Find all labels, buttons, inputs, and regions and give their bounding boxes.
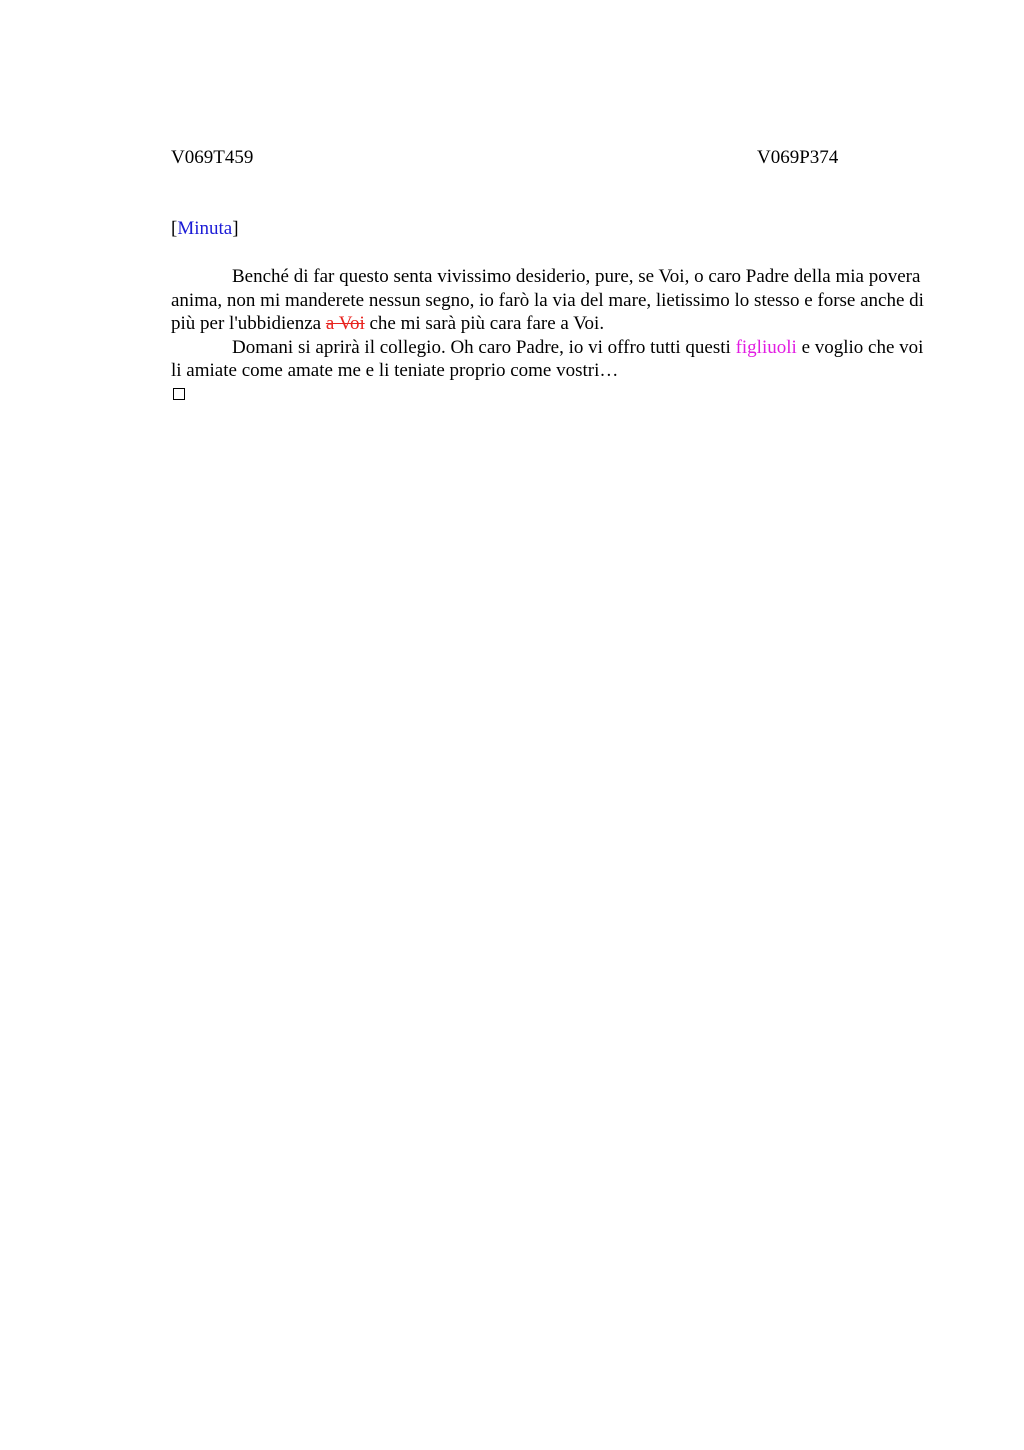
label-close-bracket: ] — [232, 218, 239, 239]
paragraph-2-text-b: e voglio che voi li amiate come amate me e li teniate proprio come vostri… — [171, 336, 924, 382]
paragraph-1-text-a: Benché di far questo senta vivissimo desiderio, pure, se Voi, o caro Padre della mia povera anima, non mi manderete nessun segno, io farò la via del mare, lietissimo lo stesso e forse anche di più per l'ubbidienza — [171, 266, 924, 335]
highlighted-word: figliuoli — [735, 336, 797, 358]
label-open-bracket: [ — [171, 218, 178, 239]
label-text: Minuta — [177, 218, 233, 239]
paragraph-1-text-b: che mi sarà più cara fare a Voi. — [364, 313, 605, 335]
letter-body — [171, 265, 927, 383]
paragraph-1 — [171, 265, 927, 336]
end-marker-square-icon — [173, 388, 185, 400]
document-code-left: V069T459 — [171, 147, 254, 168]
paragraph-2-text-a: Domani si aprirà il collegio. Oh caro Padre, io vi offro tutti questi — [232, 336, 736, 358]
paragraph-2 — [171, 336, 927, 383]
deleted-text: a Voi — [325, 313, 365, 335]
minuta-label — [171, 217, 239, 241]
document-code-right: V069P374 — [757, 147, 839, 168]
